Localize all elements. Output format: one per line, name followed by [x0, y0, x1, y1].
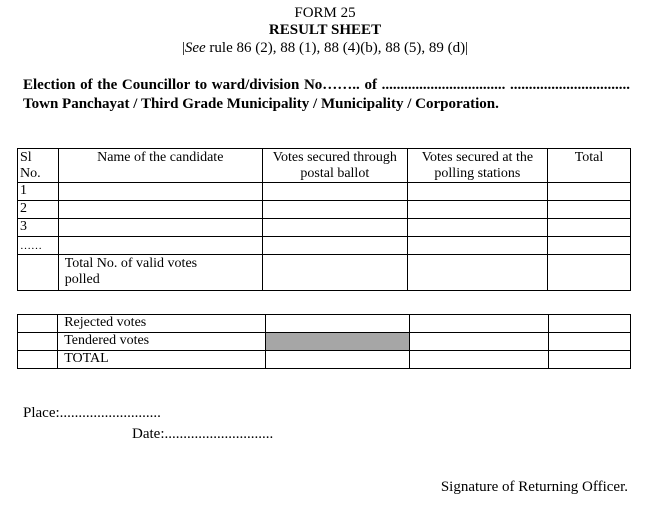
postal-votes-cell: [262, 201, 407, 219]
header-total: Total: [547, 149, 630, 183]
total-cell: [547, 237, 630, 255]
row-number: 3: [18, 219, 59, 237]
rejected-votes-label: Rejected votes: [58, 315, 266, 333]
candidate-name-cell: [58, 237, 262, 255]
postal-votes-cell: [262, 237, 407, 255]
polling-votes-cell: [407, 219, 547, 237]
total-cell: [547, 219, 630, 237]
table-row: [18, 201, 631, 219]
votes-table: [17, 148, 631, 291]
total-polling-cell: [407, 255, 547, 291]
total-cell: [548, 315, 630, 333]
postal-votes-cell: [262, 183, 407, 201]
total-cell: [548, 333, 630, 351]
total-cell: [547, 183, 630, 201]
row-number: 1: [18, 183, 59, 201]
form-number: FORM 25: [294, 5, 356, 21]
date-field: Date:.............................: [132, 426, 274, 442]
header-candidate-name: Name of the candidate: [58, 149, 262, 183]
rule-reference: [0, 40, 650, 57]
polling-votes-cell: [409, 315, 548, 333]
shaded-cell: [265, 333, 409, 351]
tendered-votes-row: [18, 333, 631, 351]
place-field: Place:...........................: [23, 405, 161, 421]
total-valid-votes-row: [18, 255, 631, 291]
polling-votes-cell: [407, 183, 547, 201]
postal-votes-cell: [262, 219, 407, 237]
polling-votes-cell: [407, 201, 547, 219]
total-label: TOTAL: [58, 351, 266, 369]
total-cell: [547, 201, 630, 219]
candidate-name-cell: [58, 183, 262, 201]
other-votes-table: [17, 314, 631, 369]
row-number: ……: [18, 237, 59, 255]
sl-cell: [18, 333, 58, 351]
rejected-votes-row: [18, 315, 631, 333]
rule-text: rule 86 (2), 88 (1), 88 (4)(b), 88 (5), 89 (d)|: [205, 40, 469, 56]
votes-table-header: [18, 149, 631, 183]
header-polling-votes: Votes secured at the polling stations: [407, 149, 547, 183]
polling-votes-cell: [409, 333, 548, 351]
polling-votes-cell: [407, 237, 547, 255]
postal-votes-cell: [265, 351, 409, 369]
table-row: [18, 219, 631, 237]
total-label-line2: polled: [64, 272, 100, 287]
rule-see: See: [184, 40, 206, 56]
sl-cell: [18, 315, 58, 333]
total-label-line1: Total No. of valid votes: [64, 256, 198, 271]
total-row: [18, 351, 631, 369]
tendered-votes-label: Tendered votes: [58, 333, 266, 351]
signature-label: Signature of Returning Officer.: [440, 479, 628, 495]
header-sl-no: Sl No.: [18, 149, 59, 183]
sl-cell: [18, 255, 59, 291]
total-cell: [548, 351, 630, 369]
postal-votes-cell: [265, 315, 409, 333]
sheet-title: RESULT SHEET: [268, 22, 382, 38]
election-description: Election of the Councillor to ward/division No…….. of ................................. ................................ Town Panchayat / Third Grade Municipality / Municipality / Corporation.: [23, 77, 630, 112]
table-row: [18, 183, 631, 201]
polling-votes-cell: [409, 351, 548, 369]
total-postal-cell: [262, 255, 407, 291]
candidate-name-cell: [58, 201, 262, 219]
header-postal-votes: Votes secured through postal ballot: [262, 149, 407, 183]
sl-cell: [18, 351, 58, 369]
rule-prefix: |: [181, 40, 185, 56]
candidate-name-cell: [58, 219, 262, 237]
grand-total-cell: [547, 255, 630, 291]
total-valid-votes-label: [58, 255, 262, 291]
row-number: 2: [18, 201, 59, 219]
table-row: [18, 237, 631, 255]
